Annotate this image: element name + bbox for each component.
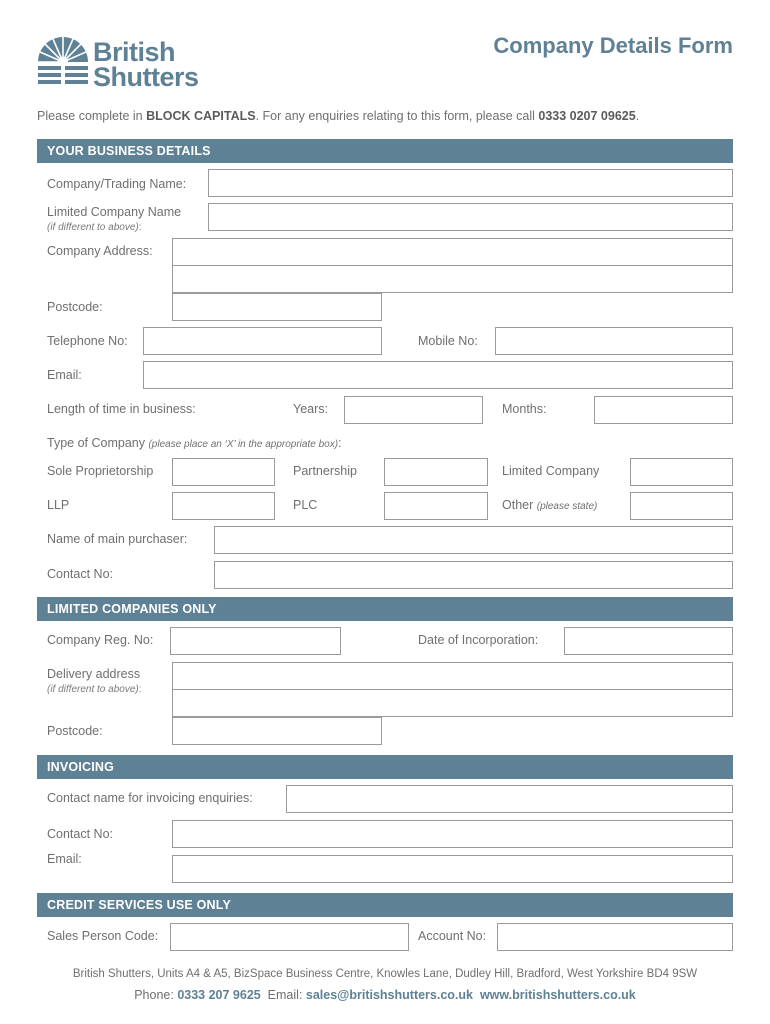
footer-phone-label: Phone: [134,988,178,1002]
invoicing-contact-no-label: Contact No: [47,827,114,841]
main-purchaser-label: Name of main purchaser: [47,532,188,546]
type-of-company-label [47,436,342,450]
intro-block-capitals: BLOCK CAPITALS [146,109,256,123]
email-label: Email: [47,368,82,382]
telephone-field[interactable] [143,327,382,355]
footer-email-link[interactable]: sales@britishshutters.co.uk [305,988,473,1002]
other-text: Other [502,498,537,512]
sales-person-code-label: Sales Person Code: [47,929,159,943]
footer-contact [0,988,770,1002]
company-trading-name-label: Company/Trading Name: [47,177,187,191]
llp-checkbox[interactable] [172,492,275,520]
date-of-incorporation-label: Date of Incorporation: [418,633,539,647]
section-header-invoicing: INVOICING [37,755,733,779]
sole-proprietorship-checkbox[interactable] [172,458,275,486]
years-field[interactable] [344,396,483,424]
contact-no-label: Contact No: [47,567,114,581]
footer-address: British Shutters, Units A4 & A5, BizSpace Business Centre, Knowles Lane, Dudley Hill, Bradford, West Yorkshire BD4 9SW [72,968,698,980]
plc-checkbox[interactable] [384,492,488,520]
company-address-field-line1[interactable] [172,238,733,266]
invoicing-contact-name-field[interactable] [286,785,733,813]
form-title: Company Details Form [493,33,733,58]
plc-label: PLC [293,498,318,512]
main-purchaser-field[interactable] [214,526,733,554]
footer-website-link[interactable]: www.britishshutters.co.uk [479,988,636,1002]
delivery-address-field-line2[interactable] [172,689,733,717]
if-different-note: (if different to above) [47,684,139,695]
type-of-company-text: Type of Company [47,436,149,450]
postcode-field[interactable] [172,293,382,321]
intro-text [37,109,639,123]
months-field[interactable] [594,396,733,424]
intro-phone: 0333 0207 09625 [538,109,636,123]
delivery-postcode-label: Postcode: [47,724,103,738]
intro-part2: . For any enquiries relating to this form, please call [255,109,539,123]
telephone-label: Telephone No: [47,334,128,348]
invoicing-contact-no-field[interactable] [172,820,733,848]
limited-company-name-label: Limited Company Name [47,205,182,219]
logo-text-shutters: Shutters [93,62,199,92]
colon: : [338,436,342,450]
type-of-company-note: (please place an ‘X’ in the appropriate box) [148,439,339,450]
delivery-postcode-field[interactable] [172,717,382,745]
sole-proprietorship-label: Sole Proprietorship [47,464,154,478]
postcode-label: Postcode: [47,300,103,314]
account-no-label: Account No: [418,929,487,943]
delivery-address-field-line1[interactable] [172,662,733,690]
invoicing-contact-name-label: Contact name for invoicing enquiries: [47,791,253,805]
footer-phone: 0333 207 9625 [177,988,261,1002]
delivery-address-note [47,684,142,695]
length-of-time-label: Length of time in business: [47,402,196,416]
partnership-label: Partnership [293,464,357,478]
company-address-label: Company Address: [47,244,153,258]
account-no-field[interactable] [497,923,733,951]
british-shutters-logo-icon [36,36,90,88]
colon: : [138,684,142,695]
company-address-field-line2[interactable] [172,265,733,293]
partnership-checkbox[interactable] [384,458,488,486]
invoicing-email-label: Email: [47,852,82,866]
other-note: (please state) [536,501,598,512]
section-header-business: YOUR BUSINESS DETAILS [37,139,733,163]
mobile-field[interactable] [495,327,733,355]
company-trading-name-field[interactable] [208,169,733,197]
logo-text-british: British [93,37,176,67]
limited-company-name-note [47,222,142,233]
section-header-credit: CREDIT SERVICES USE ONLY [37,893,733,917]
mobile-label: Mobile No: [418,334,478,348]
if-different-note: (if different to above) [47,222,139,233]
months-label: Months: [502,402,547,416]
limited-company-checkbox[interactable] [630,458,733,486]
other-label [502,498,597,512]
limited-company-name-field[interactable] [208,203,733,231]
date-of-incorporation-field[interactable] [564,627,733,655]
invoicing-email-field[interactable] [172,855,733,883]
section-header-limited: LIMITED COMPANIES ONLY [37,597,733,621]
llp-label: LLP [47,498,70,512]
company-reg-no-field[interactable] [170,627,341,655]
company-reg-no-label: Company Reg. No: [47,633,154,647]
colon: : [138,222,142,233]
footer-email-label: Email: [260,988,306,1002]
delivery-address-label: Delivery address [47,667,141,681]
years-label: Years: [293,402,328,416]
limited-company-label: Limited Company [502,464,600,478]
sales-person-code-field[interactable] [170,923,409,951]
intro-part1: Please complete in [37,109,147,123]
intro-part3: . [635,109,640,123]
other-field[interactable] [630,492,733,520]
contact-no-field[interactable] [214,561,733,589]
email-field[interactable] [143,361,733,389]
